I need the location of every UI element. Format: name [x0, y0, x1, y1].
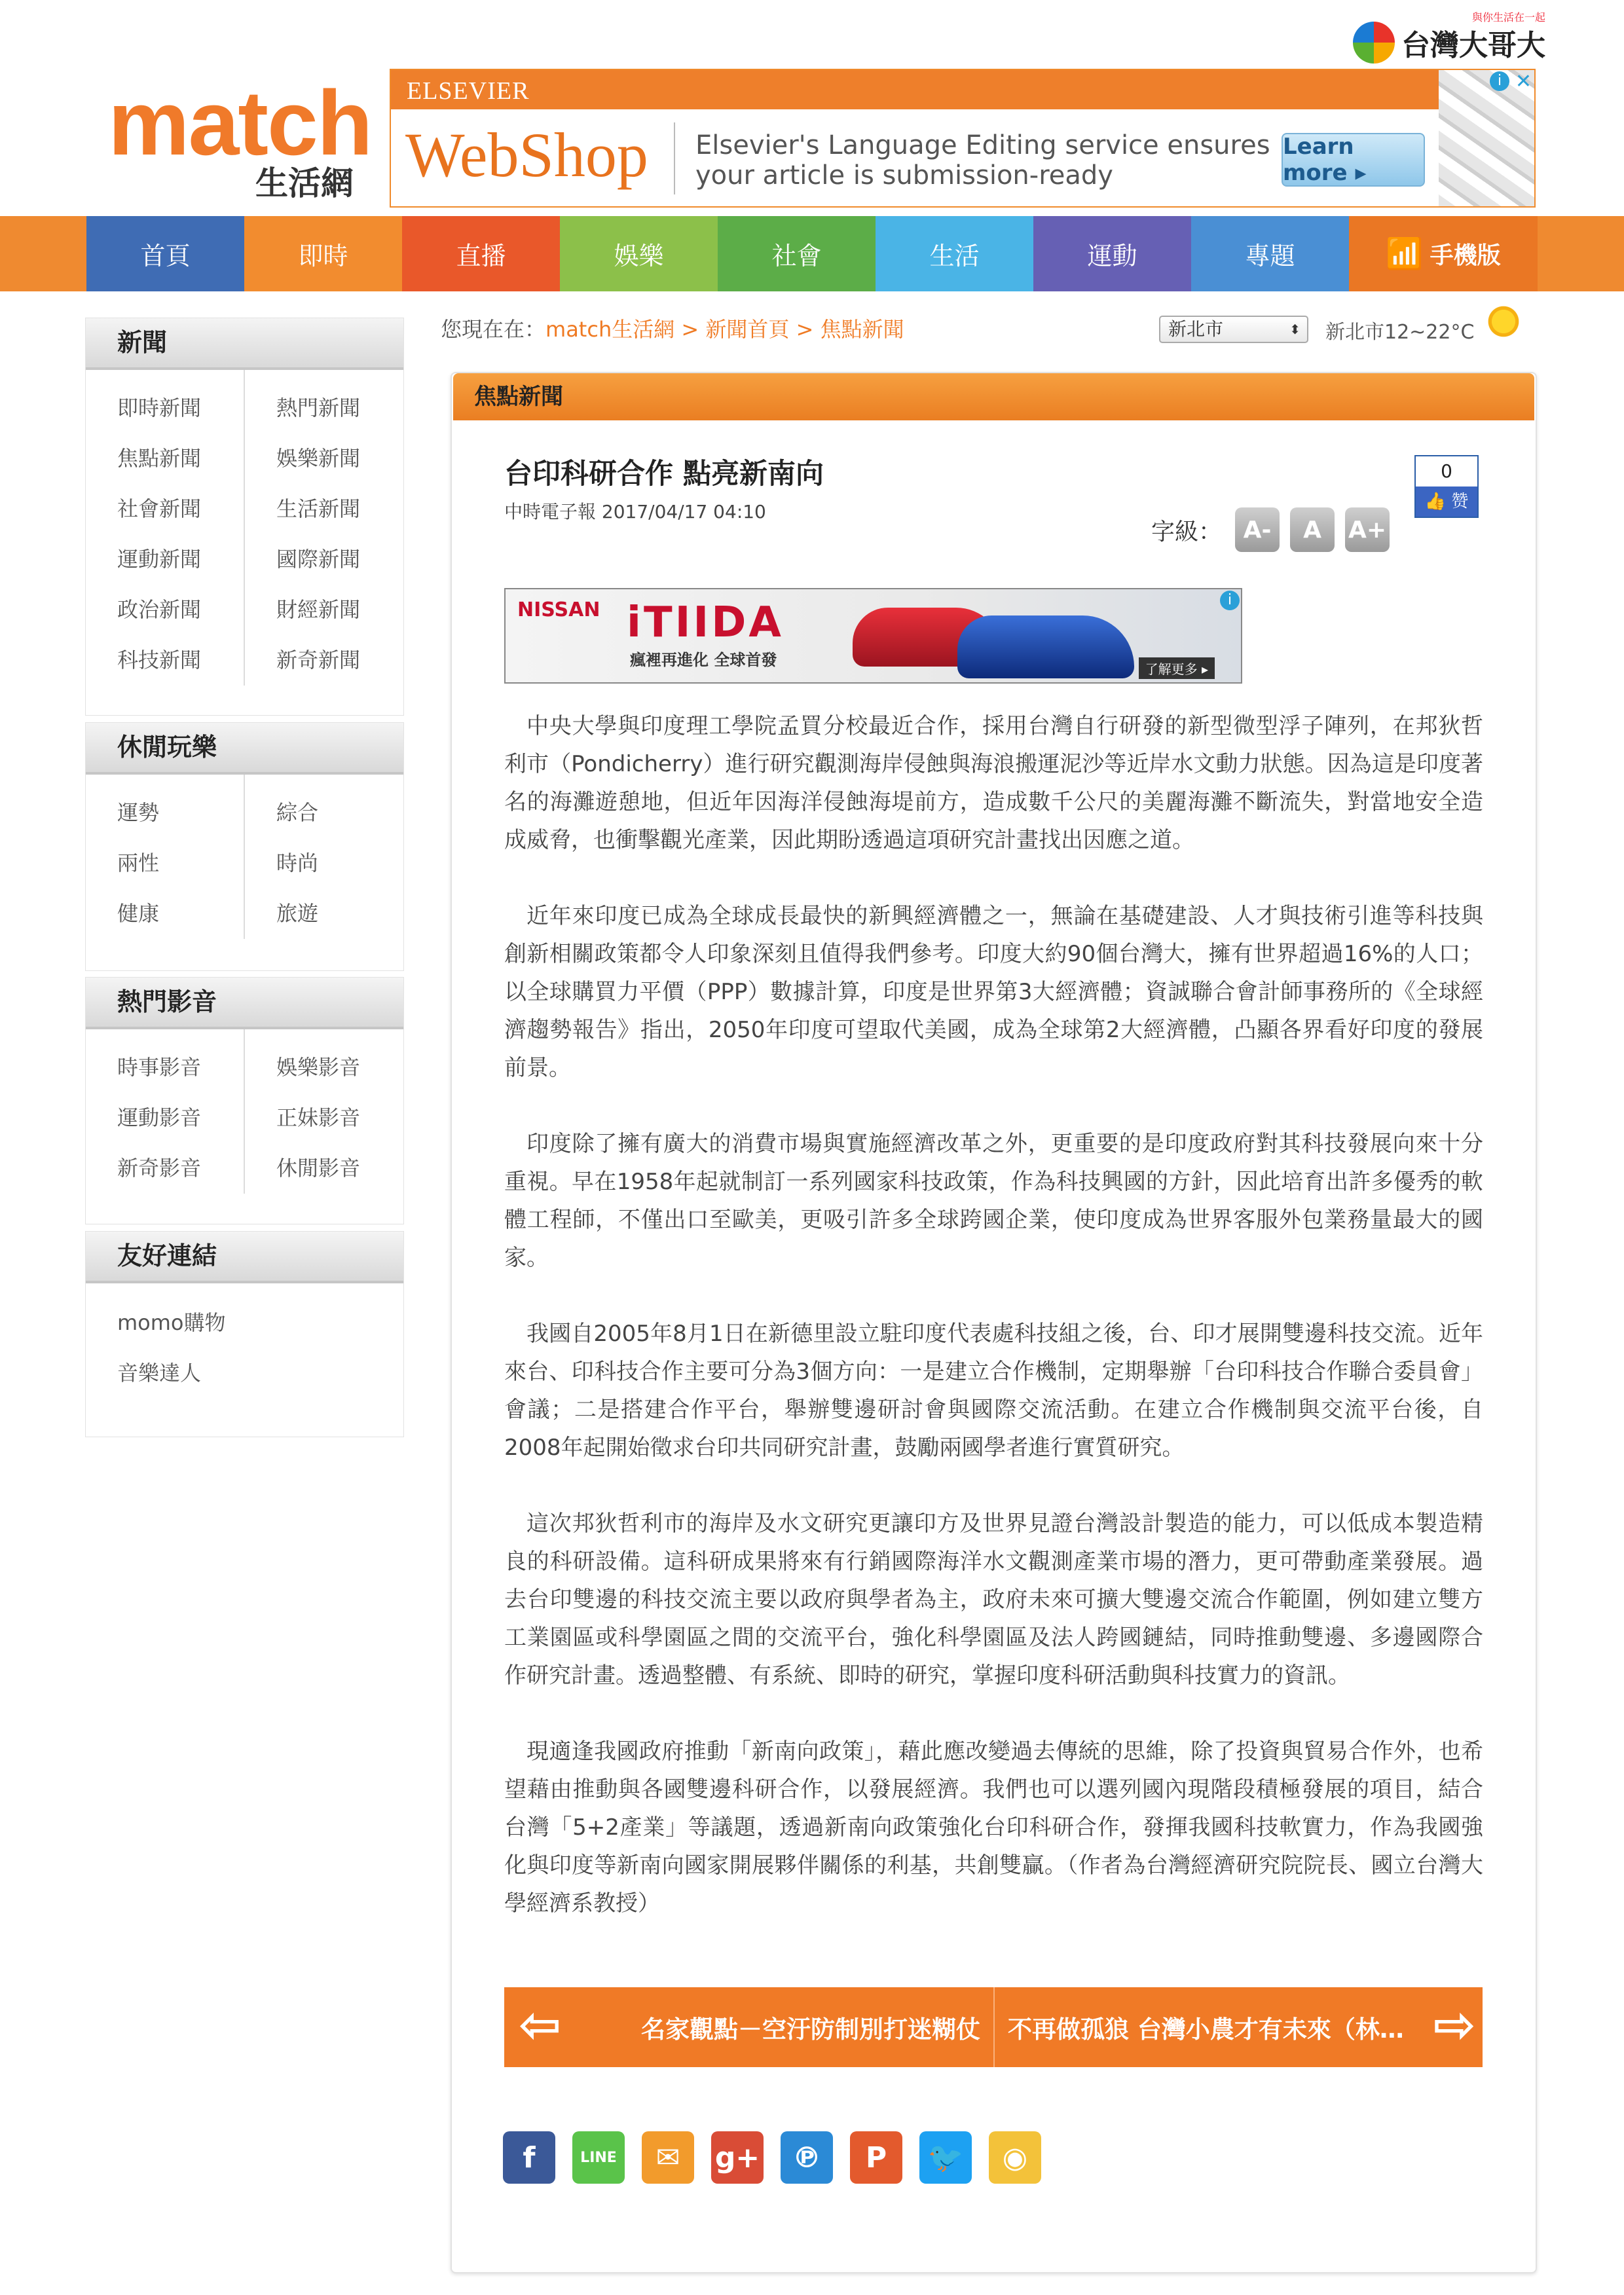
- nav-item[interactable]: 首頁: [86, 216, 244, 291]
- share-email-icon[interactable]: ✉: [642, 2131, 694, 2184]
- blue-car-image: [957, 615, 1134, 678]
- share-plurk-icon[interactable]: P: [850, 2131, 902, 2184]
- like-box[interactable]: [1414, 455, 1479, 518]
- sidebar-item[interactable]: 運動影音: [86, 1093, 245, 1143]
- sidebar-video: [85, 977, 404, 1224]
- nav-item[interactable]: 生活: [876, 216, 1033, 291]
- font-default-button[interactable]: A: [1290, 507, 1335, 552]
- sidebar-item[interactable]: 娛樂新聞: [276, 446, 361, 471]
- sidebar-item[interactable]: 科技新聞: [86, 635, 245, 686]
- breadcrumb-section[interactable]: 新聞首頁: [705, 317, 790, 342]
- breadcrumb: [441, 313, 904, 343]
- next-article-title: 不再做孤狼 台灣小農才有未來（林…: [1008, 2015, 1404, 2044]
- sidebar-item[interactable]: 時尚: [276, 851, 319, 875]
- ad-close-icon[interactable]: ✕: [1515, 70, 1532, 93]
- telecom-orb-icon: [1353, 22, 1395, 64]
- sidebar-item[interactable]: 時事影音: [86, 1042, 245, 1093]
- site-logo-subtitle: 生活網: [255, 164, 354, 202]
- ad-divider: [674, 122, 675, 194]
- sidebar-item[interactable]: 生活新聞: [276, 496, 361, 521]
- breadcrumb-sep: >: [789, 317, 821, 342]
- nav-mobile-version[interactable]: [1349, 216, 1538, 291]
- share-google-plus-icon[interactable]: g+: [711, 2131, 764, 2184]
- car-banner-ad[interactable]: [504, 588, 1242, 684]
- ad-header-strip: [391, 70, 1534, 109]
- like-button[interactable]: 👍 赞: [1416, 487, 1477, 517]
- sidebar-heading: 新聞: [86, 318, 403, 370]
- article-pager: [504, 1987, 1483, 2067]
- sidebar-spacer: [245, 370, 404, 383]
- article-body: [504, 707, 1483, 1960]
- sidebar-spacer: [86, 775, 245, 788]
- sidebar-item[interactable]: 運勢: [86, 788, 245, 838]
- breadcrumb-current[interactable]: 焦點新聞: [820, 317, 904, 342]
- ad-copy-line: your article is submission-ready: [695, 160, 1113, 191]
- sidebar-item[interactable]: 正妹影音: [276, 1105, 361, 1130]
- telecom-logo[interactable]: [1353, 11, 1545, 65]
- sidebar-item[interactable]: 休閒影音: [276, 1156, 361, 1181]
- article-panel-title: 焦點新聞: [453, 373, 1534, 420]
- article-paragraph: 現適逢我國政府推動「新南向政策」，藉此應改變過去傳統的思維，除了投資與貿易合作外，也希望藉由推動與各國雙邊科研合作，以發展經濟。我們也可以選列國內現階段積極發展的項目，結合台灣「5+2產業」等議題，透過新南向政策強化台印科研合作，發揮我國科技軟實力，作為我國強化與印度等新南向國家開展夥伴關係的利基，共創雙贏。（作者為台灣經濟研究院院長、國立台灣大學經濟系教授）: [504, 1738, 1483, 1917]
- nav-item[interactable]: 專題: [1191, 216, 1349, 291]
- nav-item[interactable]: 直播: [402, 216, 560, 291]
- city-select[interactable]: [1159, 316, 1308, 343]
- font-size-label: 字級：: [1151, 518, 1223, 545]
- arrow-right-icon: ⇨: [1433, 1996, 1476, 2055]
- sidebar-item[interactable]: 政治新聞: [86, 585, 245, 635]
- sidebar-item[interactable]: 即時新聞: [86, 383, 245, 433]
- city-select-value: 新北市: [1168, 318, 1224, 340]
- sidebar-item[interactable]: 健康: [86, 889, 245, 939]
- article-paragraph: 印度除了擁有廣大的消費市場與實施經濟改革之外，更重要的是印度政府對其科技發展向來十分重視。早在1958年起就制訂一系列國家科技政策，作為科技興國的方針，因此培育出許多優秀的軟體工程師，不僅出口至歐美，更吸引許多全球跨國企業，使印度成為世界客服外包業務量最大的國家。: [504, 1131, 1483, 1271]
- sidebar-spacer: [86, 1029, 245, 1042]
- sidebar-news: [85, 318, 404, 716]
- ad-product: WebShop: [405, 120, 648, 190]
- breadcrumb-prefix: 您現在在：: [441, 317, 546, 342]
- sidebar-heading: 熱門影音: [86, 978, 403, 1029]
- car-ad-brand: NISSAN: [517, 598, 600, 621]
- sidebar-item[interactable]: 熱門新聞: [276, 395, 361, 420]
- sidebar-item[interactable]: 旅遊: [276, 901, 319, 926]
- sidebar-item[interactable]: 新奇新聞: [276, 648, 361, 672]
- sidebar-spacer: [86, 370, 245, 383]
- sidebar-links: [85, 1231, 404, 1437]
- ad-copy: [695, 130, 1285, 191]
- sidebar-item[interactable]: 兩性: [86, 838, 245, 889]
- sidebar-heading: 友好連結: [86, 1232, 403, 1283]
- article-title: 台印科研合作 點亮新南向: [504, 458, 824, 490]
- font-size-control: [1151, 507, 1400, 552]
- article-paragraph: 近年來印度已成為全球成長最快的新興經濟體之一，無論在基礎建設、人才與技術引進等科技與創新相關政策都令人印象深刻且值得我們參考。印度大約90個台灣大，擁有世界超過16%的人口；以全球購買力平價（PPP）數據計算，印度是世界第3大經濟體；資誠聯合會計師事務所的《全球經濟趨勢報告》指出，2050年印度可望取代美國，成為全球第2大經濟體，凸顯各界看好印度的發展前景。: [504, 903, 1483, 1081]
- breadcrumb-site[interactable]: match生活網: [545, 317, 675, 342]
- nav-mobile-label: 手機版: [1430, 242, 1501, 269]
- sidebar-spacer: [245, 775, 404, 788]
- ad-copy-line: Elsevier's Language Editing service ensures: [695, 130, 1270, 160]
- nav-item[interactable]: 娛樂: [560, 216, 718, 291]
- nav-item[interactable]: 即時: [244, 216, 402, 291]
- share-twitter-icon[interactable]: 🐦: [919, 2131, 972, 2184]
- sidebar-leisure: [85, 722, 404, 971]
- article-paragraph: 我國自2005年8月1日在新德里設立駐印度代表處科技組之後，台、印才展開雙邊科技交流。近年來台、印科技合作主要可分為3個方向：一是建立合作機制，定期舉辦「台印科技合作聯合委員會」會議；二是搭建合作平台，舉辦雙邊研討會與國際交流活動。在建立合作機制與交流平台後，自2008年起開始徵求台印共同研究計畫，鼓勵兩國學者進行實質研究。: [504, 1321, 1483, 1461]
- car-ad-tagline: 瘋裡再進化 全球首發: [630, 651, 777, 669]
- prev-article-title: 名家觀點－空汙防制別打迷糊仗: [641, 2015, 980, 2044]
- sidebar-item[interactable]: 娛樂影音: [276, 1055, 361, 1080]
- site-logo[interactable]: match: [108, 71, 372, 174]
- article-paragraph: 中央大學與印度理工學院孟買分校最近合作，採用台灣自行研發的新型微型浮子陣列，在邦狄哲利市（Pondicherry）進行研究觀測海岸侵蝕與海浪搬運泥沙等近岸水文動力狀態。因為這是印度著名的海灘遊憩地，但近年因海洋侵蝕海堤前方，造成數千公尺的美麗海灘不斷流失，對當地安全造成威脅，也衝擊觀光產業，因此期盼透過這項研究計畫找出因應之道。: [504, 713, 1483, 853]
- share-plurk-search-icon[interactable]: ℗: [781, 2131, 833, 2184]
- share-line-icon[interactable]: LINE: [572, 2131, 625, 2184]
- main-nav: [0, 216, 1624, 291]
- sidebar-item[interactable]: 綜合: [276, 800, 319, 825]
- arrow-left-icon: ⇦: [519, 1996, 562, 2055]
- sidebar-item[interactable]: 財經新聞: [276, 597, 361, 622]
- sidebar-item[interactable]: 運動新聞: [86, 534, 245, 585]
- top-banner-ad[interactable]: [390, 69, 1536, 208]
- telecom-slogan: 與你生活在一起: [1471, 11, 1545, 24]
- select-arrows-icon: ⬍: [1289, 321, 1301, 337]
- sidebar-item[interactable]: 國際新聞: [276, 547, 361, 572]
- share-facebook-icon[interactable]: f: [503, 2131, 555, 2184]
- weather-text: 新北市12~22°C: [1325, 321, 1475, 344]
- article-source-date: 中時電子報 2017/04/17 04:10: [504, 501, 766, 523]
- breadcrumb-sep: >: [674, 317, 706, 342]
- font-increase-button[interactable]: A+: [1345, 507, 1390, 552]
- car-ad-model: iTIIDA: [627, 598, 784, 647]
- sunny-icon: [1485, 303, 1522, 340]
- sidebar-item[interactable]: 社會新聞: [86, 484, 245, 534]
- share-weibo-icon[interactable]: ◉: [989, 2131, 1041, 2184]
- next-article-link[interactable]: [993, 1987, 1483, 2067]
- sidebar-item[interactable]: 新奇影音: [86, 1143, 245, 1194]
- nav-item[interactable]: 社會: [718, 216, 876, 291]
- sidebar-item[interactable]: 焦點新聞: [86, 433, 245, 484]
- sidebar-spacer: [245, 1029, 404, 1042]
- share-bar: [503, 2131, 1058, 2184]
- sidebar-link[interactable]: momo購物: [117, 1310, 226, 1335]
- ad-learn-more-button[interactable]: Learn more ▸: [1282, 133, 1425, 187]
- prev-article-link[interactable]: [504, 1987, 993, 2067]
- nav-item[interactable]: 運動: [1033, 216, 1191, 291]
- ad-info-icon[interactable]: i: [1490, 71, 1509, 91]
- article-paragraph: 這次邦狄哲利市的海岸及水文研究更讓印方及世界見證台灣設計製造的能力，可以低成本製造精良的科研設備。這科研成果將來有行銷國際海洋水文觀測產業市場的潛力，更可帶動產業發展。過去台印雙邊的科技交流主要以政府與學者為主，政府未來可擴大雙邊交流合作範圍，例如建立雙方工業園區或科學園區之間的交流平台，強化科學園區及法人跨國鏈結，同時推動雙邊、多邊國際合作研究計畫。透過整體、有系統、即時的研究，掌握印度科研活動與科技實力的資訊。: [504, 1511, 1483, 1689]
- wifi-icon: 📶: [1386, 236, 1424, 271]
- font-decrease-button[interactable]: A-: [1235, 507, 1280, 552]
- car-ad-cta[interactable]: 了解更多 ▸: [1139, 657, 1215, 679]
- sidebar-link[interactable]: 音樂達人: [117, 1361, 202, 1386]
- telecom-name: 台灣大哥大: [1401, 29, 1545, 62]
- sidebar-heading: 休閒玩樂: [86, 723, 403, 775]
- like-count: 0: [1441, 460, 1452, 482]
- ad-brand: ELSEVIER: [407, 77, 530, 105]
- ad-info-icon[interactable]: i: [1220, 591, 1240, 610]
